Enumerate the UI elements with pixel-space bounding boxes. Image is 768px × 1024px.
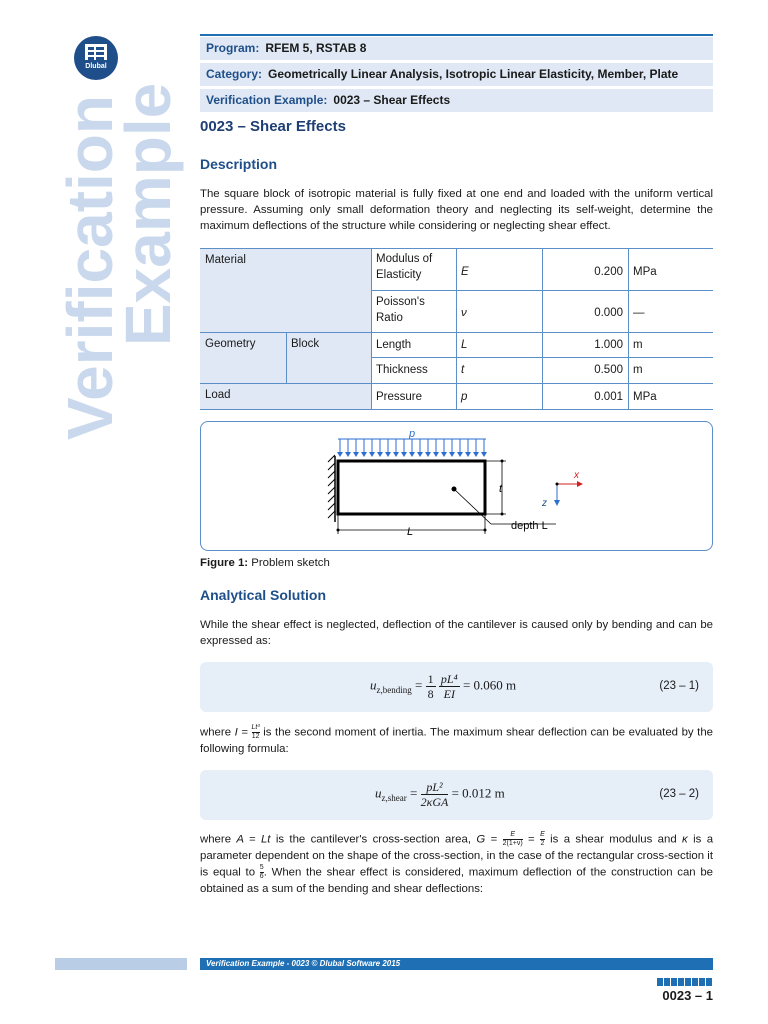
table-rule <box>456 248 457 410</box>
problem-sketch <box>201 422 711 549</box>
example-value: 0023 – Shear Effects <box>333 93 451 107</box>
group-material: Material <box>200 248 371 332</box>
block-rect <box>338 461 485 514</box>
row-unit: m <box>633 339 643 351</box>
footer-left-bar <box>55 958 187 970</box>
row-value: 0.500 <box>594 364 623 376</box>
dim-t-label: t <box>499 483 503 495</box>
dlubal-logo <box>74 36 118 80</box>
analytical-intro: While the shear effect is neglected, deflection of the cantilever is caused only by bending and can be expressed as: <box>200 619 713 647</box>
category-key: Category: <box>206 67 263 81</box>
axis-z-label: z <box>542 498 547 509</box>
table-rule <box>286 332 287 383</box>
logo-grid-icon <box>85 44 107 60</box>
row-name: Thickness <box>376 364 428 376</box>
equation-box-2 <box>200 770 713 820</box>
header-top-rule <box>200 34 713 36</box>
footer-bar: Verification Example - 0023 © Dlubal Software 2015 <box>200 958 713 970</box>
equation-1: $u_{z,bending}$ = $\frac{1}{8}$ $\frac{\text{pL⁴}}{EI}$ = 0.060 m <box>370 672 517 701</box>
group-load: Load <box>200 383 371 410</box>
row-symbol: L <box>461 339 468 351</box>
equation-2: $u_{z,shear}$ = $\frac{\text{pL²}}{\text{2κGA}}$ = 0.012 m <box>375 780 505 809</box>
dim-L-label: L <box>407 526 414 538</box>
watermark <box>18 40 184 440</box>
page-number: 0023 – 1 <box>662 988 713 1003</box>
row-value: 0.200 <box>594 266 623 278</box>
equation-1-number: (23 – 1) <box>659 680 699 692</box>
row-symbol: E <box>461 266 469 278</box>
table-rule <box>371 248 372 410</box>
row-symbol: p <box>461 391 468 403</box>
row-symbol: t <box>461 364 465 376</box>
group-geometry: Geometry <box>200 332 286 383</box>
row-value: 0.000 <box>594 307 623 319</box>
program-value: RFEM 5, RSTAB 8 <box>265 41 367 55</box>
row-unit: m <box>633 364 643 376</box>
figure-box <box>200 421 713 551</box>
row-unit: — <box>633 307 645 319</box>
equation-box-1 <box>200 662 713 712</box>
example-row <box>200 89 713 112</box>
load-p-label: p <box>409 428 416 440</box>
row-value: 1.000 <box>594 339 623 351</box>
row-name: Poisson's Ratio <box>376 296 425 324</box>
page-squares-icon <box>657 978 713 986</box>
properties-table <box>200 248 713 410</box>
analytical-mid: where I = $\frac{\text{Lt³}}{12}$ is the second moment of inertia. The maximum shear deflection can be evaluated by the following formula: <box>200 724 713 755</box>
watermark-line2: Example <box>112 82 184 346</box>
row-unit: MPa <box>633 266 657 278</box>
logo-label: Dlubal <box>85 63 107 70</box>
row-name: Pressure <box>376 391 423 403</box>
watermark-line1: Verification <box>54 95 126 440</box>
group-block: Block <box>286 332 371 383</box>
table-rule <box>628 248 629 410</box>
row-value: 0.001 <box>594 391 623 403</box>
figure-caption: Figure 1: Problem sketch <box>200 557 330 569</box>
page-title: 0023 – Shear Effects <box>200 118 346 135</box>
row-unit: MPa <box>633 391 657 403</box>
equation-2-number: (23 – 2) <box>659 788 699 800</box>
category-value: Geometrically Linear Analysis, Isotropic Linear Elasticity, Member, Plate <box>268 67 679 81</box>
example-key: Verification Example: <box>206 93 328 107</box>
description-heading: Description <box>200 156 278 172</box>
program-key: Program: <box>206 41 260 55</box>
description-text: The square block of isotropic material is fully fixed at one end and loaded with the uniform vertical pressure. Assuming only small deformation theory and neglecting its self-weight, determine the maximum deflections of the structure while considering or neglecting shear effect. <box>200 188 713 232</box>
table-rule <box>542 248 543 410</box>
depth-label: depth L <box>511 520 548 532</box>
row-name: Length <box>376 339 412 351</box>
analytical-tail: where A = Lt is the cantilever's cross-section area, G = $\frac{E}{2(1+\nu)}$ = $\frac{E}{2}$ is a shear modulus and κ is a parameter dependent on the shape of the cross-section, in the case of the rectangular cross-section it is equal to $\frac{5}{6}$. When the shear effect is considered, maximum deflection of the construction can be obtained as a sum of the bending and shear deflections: <box>200 831 714 895</box>
row-name: Modulus of Elasticity <box>376 253 433 281</box>
axis-x-label: x <box>574 470 579 481</box>
analytical-heading: Analytical Solution <box>200 587 327 603</box>
category-row <box>200 63 713 86</box>
row-symbol: ν <box>461 307 467 319</box>
program-row <box>200 37 713 60</box>
